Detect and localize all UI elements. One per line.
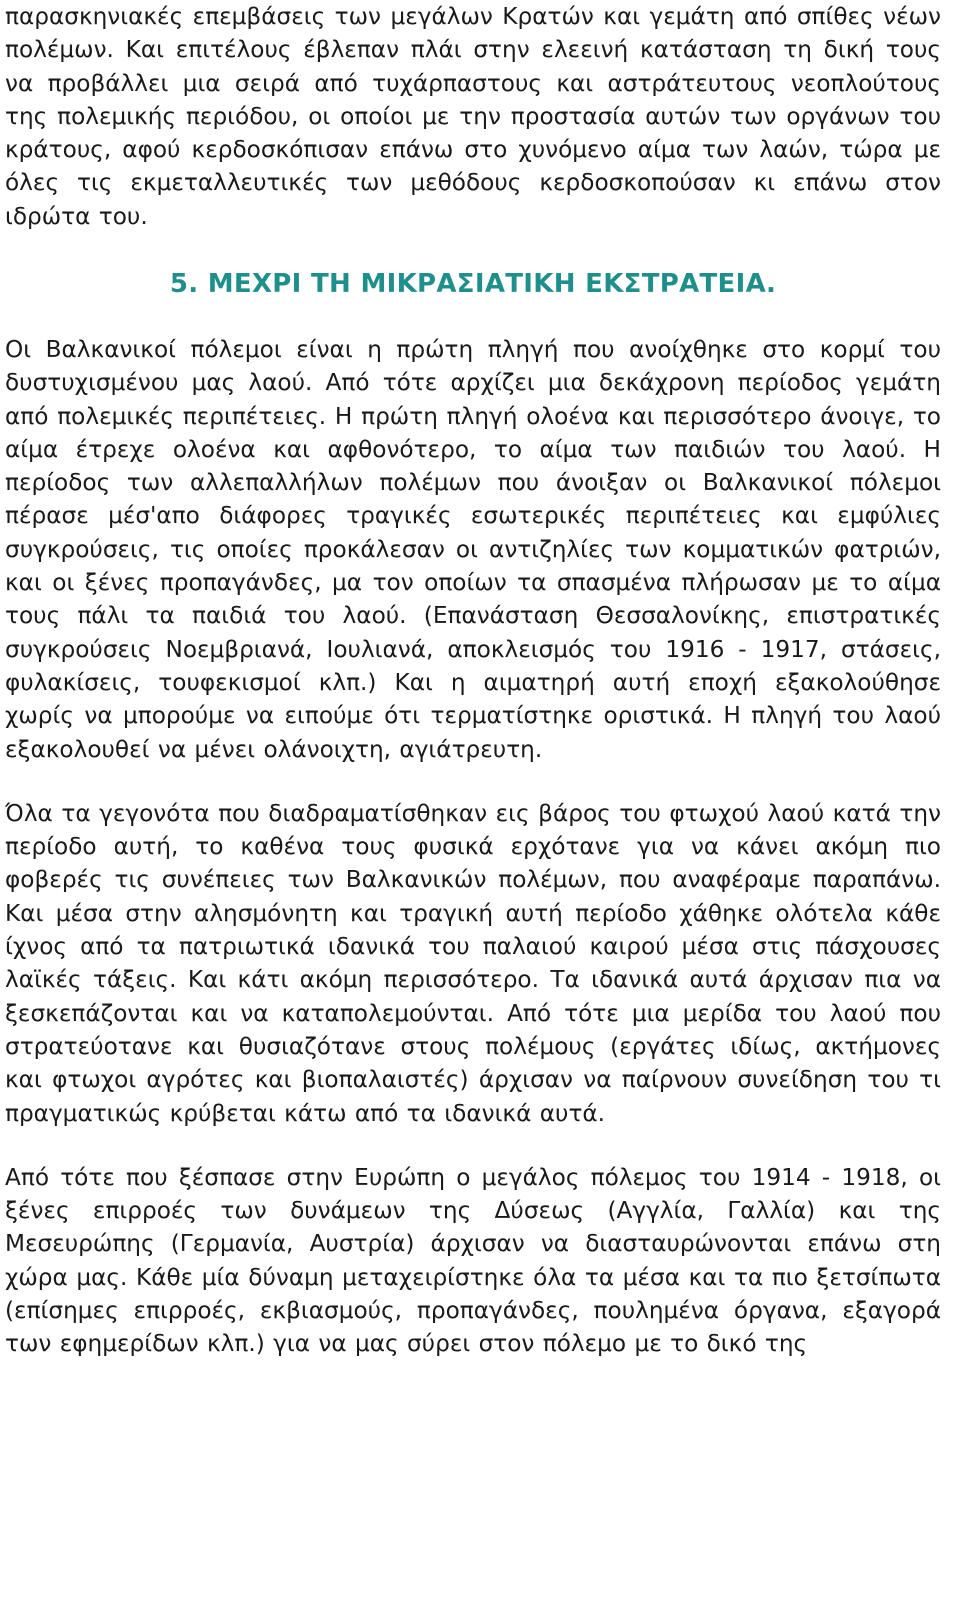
paragraph-events: Όλα τα γεγονότα που διαδραματίσθηκαν εις βάρος του φτωχού λαού κατά την περίοδο αυτή, το καθένα τους φυσικά ερχότανε για να κάνει ακόμη πιο φοβερές τις συνέπειες των Βαλκανικών πολέμων, που αναφέραμε παραπάνω. Και μέσα στην αλησμόνητη και τραγική αυτή περίοδο χάθηκε ολότελα κάθε ίχνος από τα πατριωτικά ιδανικά του παλαιού καιρού μέσα στις πάσχουσες λαϊκές τάξεις. Και κάτι ακόμη περισσότερο. Τα ιδανικά αυτά άρχισαν πια να ξεσκεπάζονται και να καταπολεμούνται. Από τότε μια μερίδα του λαού που στρατεύοτανε και θυσιαζότανε στους πολέμους (εργάτες ιδίως, ακτήμονες και φτωχοι αγρότες και βιοπαλαιστές) άρχισαν να παίρνουν συνείδηση του τι πραγματικώς κρύβεται κάτω από τα ιδανικά αυτά. bbox=[5, 799, 941, 1127]
section-heading: 5. ΜΕΧΡΙ ΤΗ ΜΙΚΡΑΣΙΑΤΙΚΗ ΕΚΣΤΡΑΤΕΙΑ. bbox=[169, 268, 777, 299]
paragraph-balkan-wars: Οι Βαλκανικοί πόλεμοι είναι η πρώτη πληγή που ανοίχθηκε στο κορμί του δυστυχισμένου μας λαού. Από τότε αρχίζει μια δεκάχρονη περίοδος γεμάτη από πολεμικές περιπέτειες. Η πρώτη πληγή ολοένα και περισσότερο άνοιγε, το αίμα έτρεχε ολοένα και αφθονότερο, το αίμα των παιδιών του λαού. Η περίοδος των αλλεπαλλήλων πολέμων που άνοιξαν οι Βαλκανικοί πόλεμοι πέρασε μέσ'απο διάφορες τραγικές εσωτερικές περιπέτειες και εμφύλιες συγκρούσεις, τις οποίες προκάλεσαν οι αντιζηλίες των κομματικών φατριών, και οι ξένες προπαγάνδες, μα τον οποίων τα σπασμένα πλήρωσαν με το αίμα τους πάλι τα παιδιά του λαού. (Επανάσταση Θεσσαλονίκης, επιστρατικές συγκρούσεις Νοεμβριανά, Ιουλιανά, αποκλεισμός του 1916 - 1917, στάσεις, φυλακίσεις, τουφεκισμοί κλπ.) Και η αιματηρή αυτή εποχή εξακολούθησε χωρίς να μπορούμε να ειπούμε ότι τερματίστηκε οριστικά. Η πληγή του λαού εξακολουθεί να μένει ολάνοιχτη, αγιάτρευτη. bbox=[5, 335, 941, 763]
paragraph-great-war: Από τότε που ξέσπασε στην Ευρώπη ο μεγάλος πόλεμος του 1914 - 1918, οι ξένες επιρροές των δυνάμεων της Δύσεως (Αγγλία, Γαλλία) και της Μεσευρώπης (Γερμανία, Αυστρία) άρχισαν να διασταυρώνονται επάνω στη χώρα μας. Κάθε μία δύναμη μεταχειρίστηκε όλα τα μέσα και τα πιο ξετσίπωτα (επίσημες επιρροές, εκβιασμούς, προπαγάνδες, πουλημένα όργανα, εξαγορά των εφημερίδων κλπ.) για να μας σύρει στον πόλεμο με το δικό της bbox=[5, 1163, 941, 1358]
intro-paragraph: παρασκηνιακές επεμβάσεις των μεγάλων Κρατών και γεμάτη από σπίθες νέων πολέμων. Και επιτέλους έβλεπαν πλάι στην ελεεινή κατάσταση τη δική τους να προβάλλει μια σειρά από τυχάρπαστους και αστράτευτους νεοπλούτους της πολεμικής περιόδου, οι οποίοι με την προστασία αυτών των οργάνων του κράτους, αφού κερδοσκόπισαν επάνω στο χυνόμενο αίμα των λαών, τώρα με όλες τις εκμεταλλευτικές των μεθόδους κερδοσκοπούσαν κι επάνω στον ιδρώτα του. bbox=[5, 2, 941, 230]
